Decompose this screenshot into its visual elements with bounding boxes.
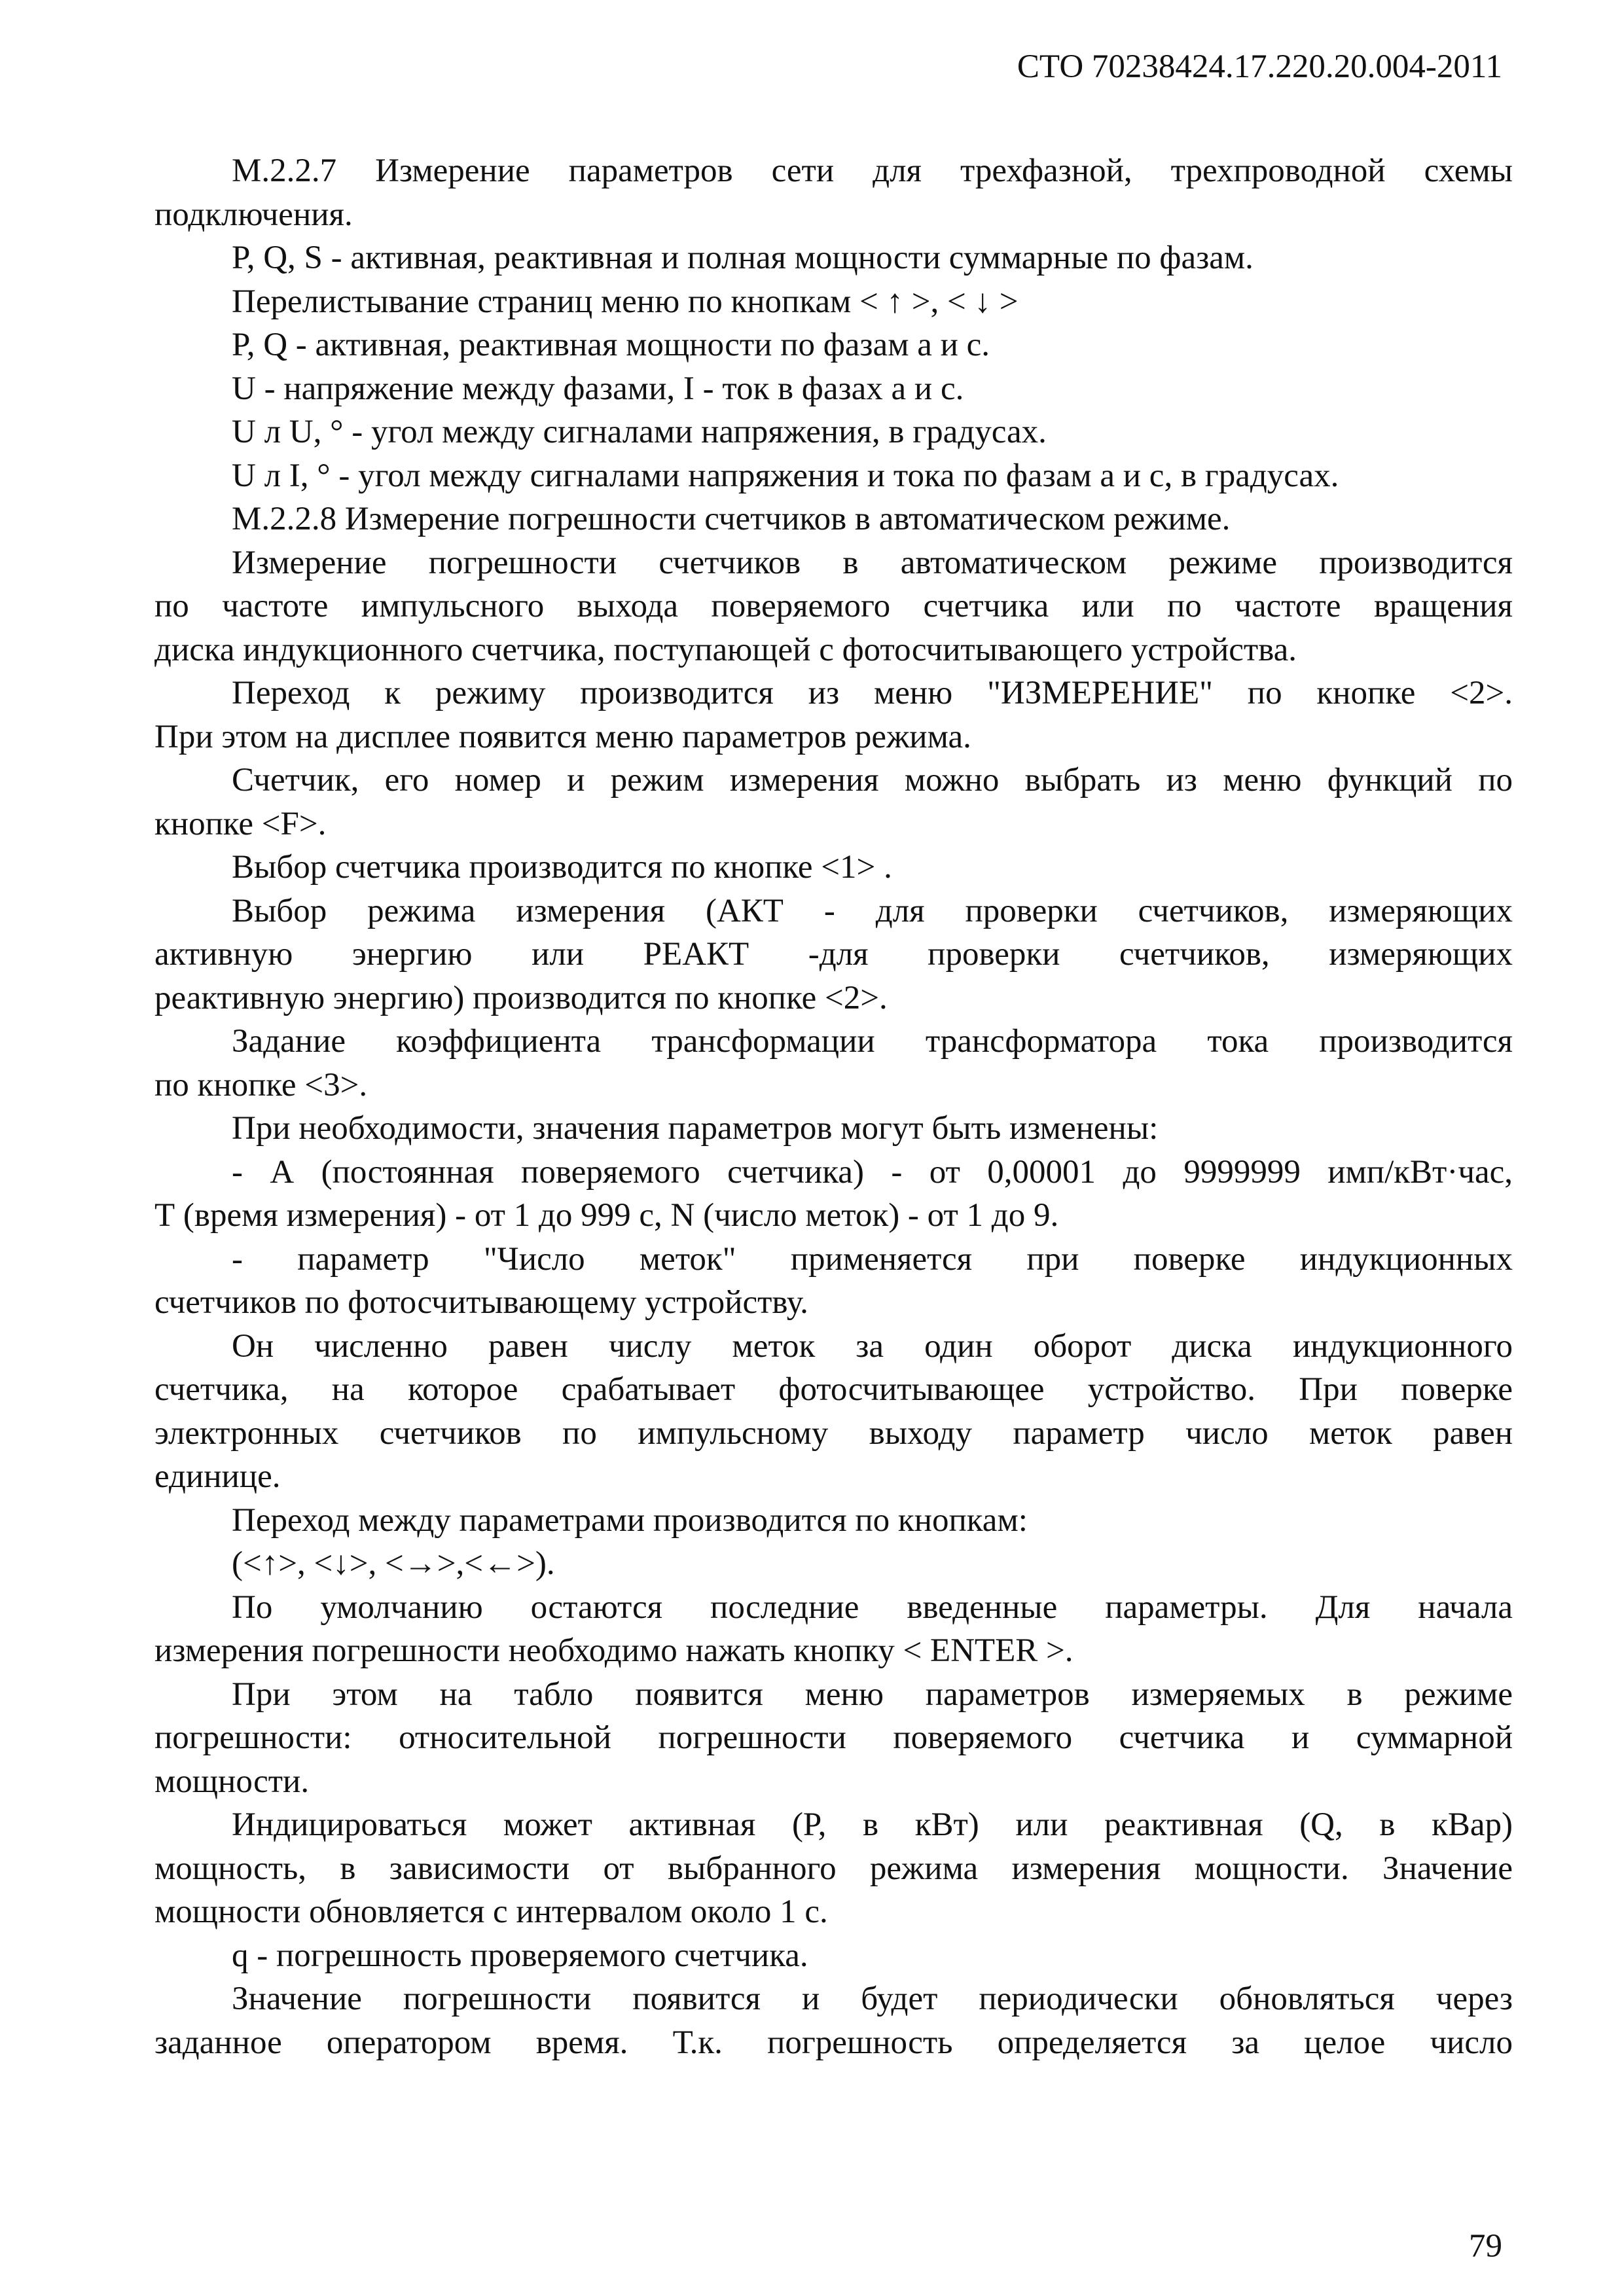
text-line: по частоте импульсного выхода поверяемого счетчика или по частоте вращения — [154, 588, 1513, 624]
text-line: активную энергию или РЕАКТ -для проверки счетчиков, измеряющих — [154, 936, 1513, 973]
text-line: - параметр "Число меток" применяется при поверке индукционных — [232, 1240, 1513, 1278]
text-line: По умолчанию остаются последние введенные параметры. Для начала — [232, 1588, 1513, 1626]
text-line: Задание коэффициента трансформации трансформатора тока производится — [232, 1023, 1513, 1060]
text-line: М.2.2.7 Измерение параметров сети для трехфазной, трехпроводной схемы — [232, 152, 1513, 189]
text-line: Т (время измерения) - от 1 до 999 с, N (число меток) - от 1 до 9. — [154, 1197, 1059, 1234]
text-line: Индицироваться может активная (P, в кВт) или реактивная (Q, в кВар) — [232, 1806, 1513, 1843]
text-line: Переход к режиму производится из меню "ИЗМЕРЕНИЕ" по кнопке <2>. — [232, 675, 1513, 711]
text-line: U - напряжение между фазами, I - ток в фазах а и с. — [232, 370, 964, 407]
text-line: Переход между параметрами производится по кнопкам: — [232, 1501, 1028, 1539]
text-line: реактивную энергию) производится по кнопке <2>. — [154, 979, 888, 1016]
text-line: При этом на дисплее появится меню параметров режима. — [154, 718, 971, 755]
text-line: Значение погрешности появится и будет периодически обновляться через — [232, 1981, 1513, 2017]
document-code-header: СТО 70238424.17.220.20.004-2011 — [1017, 48, 1502, 85]
text-line: Измерение погрешности счетчиков в автоматическом режиме производится — [232, 544, 1513, 581]
text-line: U л U, ° - угол между сигналами напряжения, в градусах. — [232, 414, 1047, 450]
text-line: P, Q - активная, реактивная мощности по фазам а и с. — [232, 327, 990, 363]
text-line: При необходимости, значения параметров могут быть изменены: — [232, 1110, 1159, 1147]
text-line: мощности обновляется с интервалом около 1 с. — [154, 1893, 828, 1930]
text-line: заданное оператором время. Т.к. погрешность определяется за целое число — [154, 2024, 1513, 2061]
text-line: Выбор счетчика производится по кнопке <1> . — [232, 849, 892, 886]
text-line: мощности. — [154, 1763, 310, 1800]
text-line: U л I, ° - угол между сигналами напряжения и тока по фазам а и с, в градусах. — [232, 457, 1339, 494]
text-line: P, Q, S - активная, реактивная и полная мощности суммарные по фазам. — [232, 240, 1254, 276]
text-line: кнопке <F>. — [154, 805, 327, 842]
text-line: погрешности: относительной погрешности поверяемого счетчика и суммарной — [154, 1719, 1513, 1756]
text-line: счетчиков по фотосчитывающему устройству. — [154, 1284, 808, 1321]
text-line: единице. — [154, 1458, 281, 1495]
text-line: мощность, в зависимости от выбранного режима измерения мощности. Значение — [154, 1850, 1513, 1887]
text-line: q - погрешность проверяемого счетчика. — [232, 1937, 808, 1974]
text-line: Он численно равен числу меток за один оборот диска индукционного — [232, 1327, 1513, 1365]
text-line: подключения. — [154, 196, 353, 233]
text-line: по кнопке <3>. — [154, 1066, 368, 1103]
text-line: Выбор режима измерения (АКТ - для проверки счетчиков, измеряющих — [232, 892, 1513, 929]
text-line: При этом на табло появится меню параметров измеряемых в режиме — [232, 1676, 1513, 1713]
text-line: - А (постоянная поверяемого счетчика) - от 0,00001 до 9999999 имп/кВт·час, — [232, 1153, 1513, 1191]
page-number: 79 — [1469, 2228, 1502, 2265]
text-line: Счетчик, его номер и режим измерения можно выбрать из меню функций по — [232, 762, 1513, 798]
text-line: диска индукционного счетчика, поступающей с фотосчитывающего устройства. — [154, 631, 1297, 668]
text-line: счетчика, на которое срабатывает фотосчитывающее устройство. При поверке — [154, 1371, 1513, 1408]
document-body — [154, 149, 1513, 2064]
text-line: электронных счетчиков по импульсному выходу параметр число меток равен — [154, 1414, 1513, 1452]
text-line: измерения погрешности необходимо нажать кнопку < ENTER >. — [154, 1632, 1074, 1669]
text-line: (<↑>, <↓>, <→>,<←>). — [232, 1545, 555, 1582]
text-line: Перелистывание страниц меню по кнопкам < ↑ >, < ↓ > — [232, 283, 1019, 320]
text-line: М.2.2.8 Измерение погрешности счетчиков в автоматическом режиме. — [232, 501, 1231, 537]
